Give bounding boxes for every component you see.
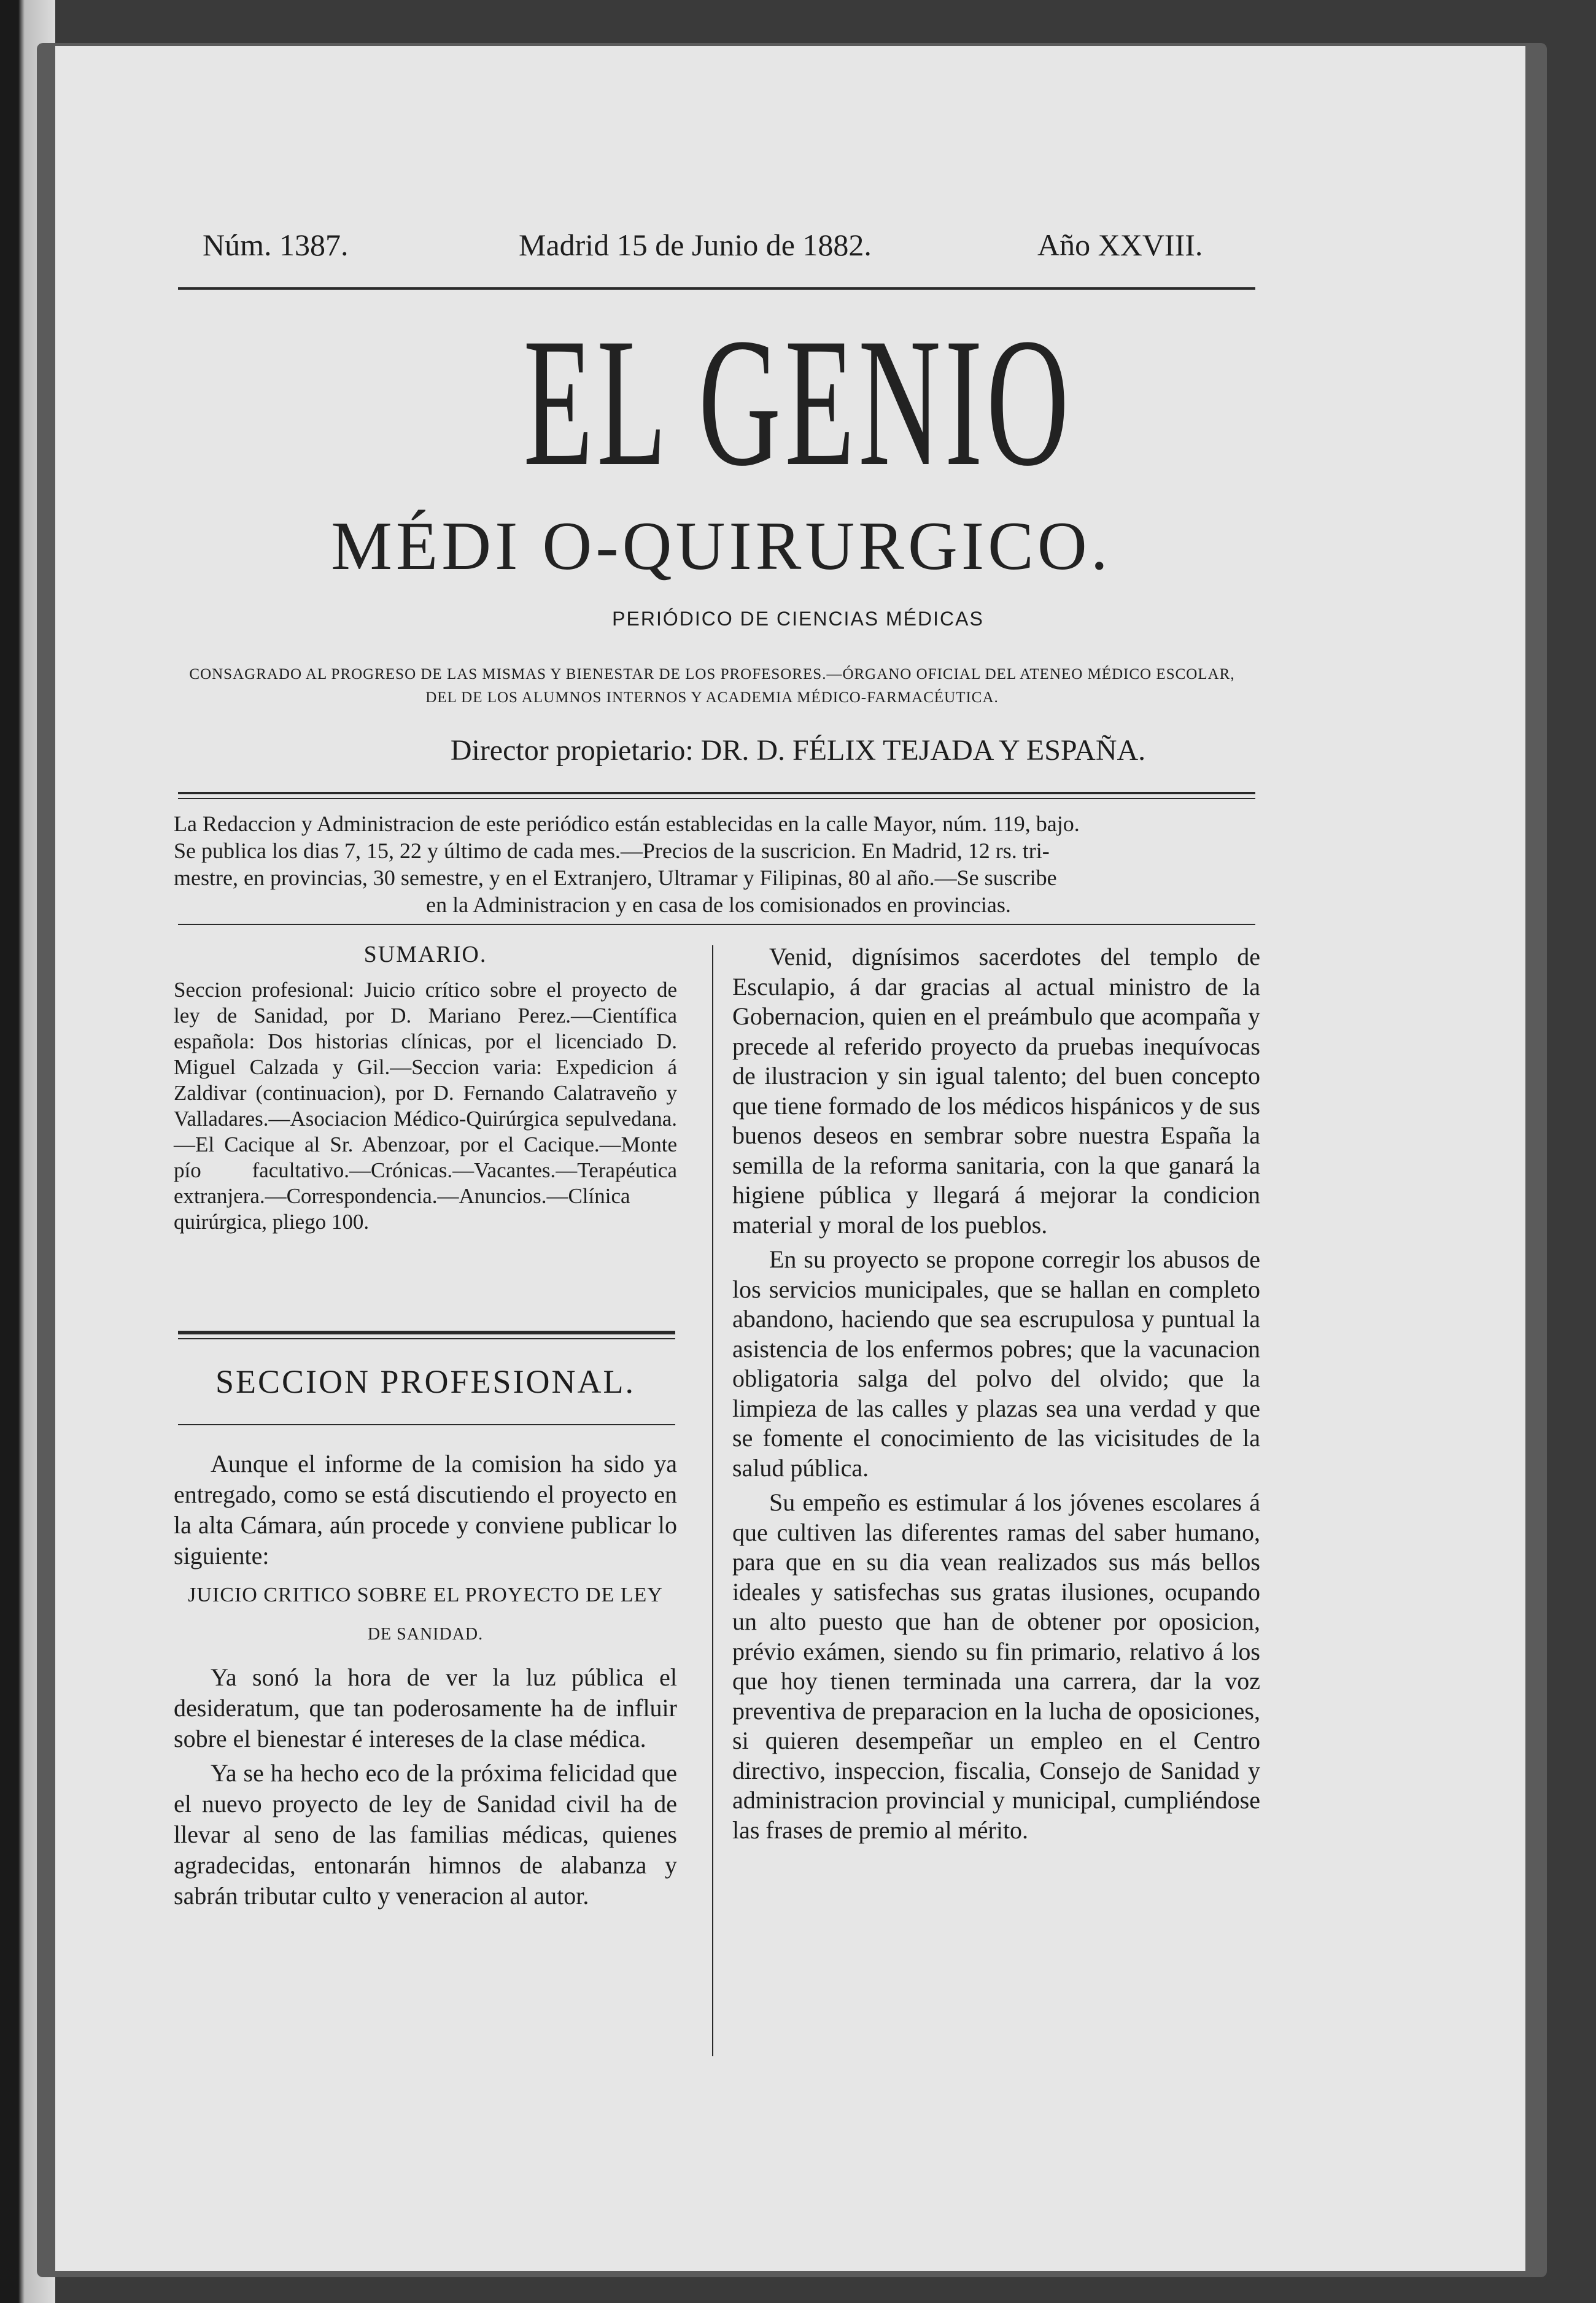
sumario-text: Seccion profesional: Juicio crítico sobre el proyecto de ley de Sanidad, por D. Mariano Perez.—Científica española: Dos historias clínicas, por el licenciado D. Miguel Calzada y Gil.—Seccion varia: Expedicion á Zaldivar (continuacion), por D. Fernando Calatraveño y Valladares.—Asociacion Médico-Quirúrgica sepulvedana.—El Cacique al Sr. Abenzoar, por el Cacique.—Monte pío facultativo.—Crónicas.—Vacantes.—Terapéutica extranjera.—Correspondencia.—Anuncios.—Clínica quirúrgica, pliego 100.: [174, 978, 677, 1234]
sumario-block: [174, 939, 677, 1235]
article-left-column: [174, 1449, 677, 1911]
article-right-column: [732, 942, 1260, 1845]
sumario-title: SUMARIO.: [363, 942, 487, 967]
masthead-subtitle: MÉDI O-QUIRURGICO.: [331, 508, 1112, 584]
issue-number: Núm. 1387.: [203, 228, 349, 262]
article-paragraph: Aunque el informe de la comision ha sido ya entregado, como se está discutiendo el proyecto en la alta Cámara, aún procede y conviene publicar lo siguiente:: [174, 1450, 677, 1570]
section-rule: [178, 924, 1255, 925]
issue-date: Madrid 15 de Junio de 1882.: [519, 228, 872, 262]
sumario-rule-thin: [178, 1338, 675, 1339]
subscription-line: Se publica los dias 7, 15, 22 y último de cada mes.—Precios de la suscricion. En Madrid, 12 rs. tri-: [174, 838, 1050, 863]
column-divider: [712, 945, 713, 2056]
sumario-rule-thick: [178, 1331, 675, 1334]
masthead-rule-top: [178, 792, 1255, 794]
article-paragraph: Ya sonó la hora de ver la luz pública el desideratum, que tan poderosamente ha de influir sobre el bienestar é intereses de la clase médica.: [174, 1663, 677, 1752]
section-title: SECCION PROFESIONAL.: [215, 1363, 636, 1400]
issue-year: Año XXVIII.: [1037, 228, 1203, 262]
header-rule: [178, 287, 1255, 290]
masthead-dedication: CONSAGRADO AL PROGRESO DE LAS MISMAS Y BIENESTAR DE LOS PROFESORES.—ÓRGANO OFICIAL DEL ATENEO MÉDICO ESCOLAR, DEL DE LOS ALUMNOS INTERNOS Y ACADEMIA MÉDICO-FARMACÉUTICA.: [189, 666, 1235, 706]
subscription-line: en la Administracion y en casa de los comisionados en provincias.: [426, 892, 1011, 917]
masthead-title: EL GENIO: [523, 300, 1073, 504]
article-paragraph: Su empeño es estimular á los jóvenes escolares á que cultiven las diferentes ramas del saber humano, para que en su dia vean realizados sus más bellos ideales y satisfechas sus gratas ilusiones, ocupando un alto puesto que han de obtener por oposicion, prévio exámen, siendo su fin primario, relativo á los que hoy tienen terminada una carrera, dar la voz preventiva de preparacion en la lucha de oposiciones, si quieren desempeñar un empleo en el Centro directivo, inspeccion, fiscalia, Consejo de Sanidad y administracion provincial y municipal, cumpliéndose las frases de premio al mérito.: [732, 1488, 1260, 1844]
article-paragraph: En su proyecto se propone corregir los abusos de los servicios municipales, que se hallan en completo abandono, haciendo que sea escrupulosa y puntual la asistencia de los enfermos pobres; que la vacunacion obligatoria salga del polvo del olvido; que la limpieza de las calles y plazas sea una verdad y que se fomente el conocimiento de las vicisitudes de la salud pública.: [732, 1245, 1260, 1482]
article-heading-sub: DE SANIDAD.: [367, 1625, 484, 1644]
article-heading: JUICIO CRITICO SOBRE EL PROYECTO DE LEY: [188, 1584, 663, 1606]
article-paragraph: Venid, dignísimos sacerdotes del templo de Esculapio, á dar gracias al actual ministro de la Gobernacion, quien en el preámbulo que acompaña y precede al referido proyecto da pruebas inequívocas de ilustracion y sin igual talento; del buen concepto que tiene formado de los médicos hispánicos y de sus buenos deseos en sembrar sobre nuestra España la semilla de la reforma sanitaria, con la que ganará la higiene pública y llegará á mejorar la condicion material y moral de los pueblos.: [732, 943, 1260, 1239]
masthead-rule-bottom: [178, 798, 1255, 799]
masthead-director: Director propietario: DR. D. FÉLIX TEJADA Y ESPAÑA.: [450, 734, 1146, 767]
subscription-line: mestre, en provincias, 30 semestre, y en el Extranjero, Ultramar y Filipinas, 80 al año.—Se suscribe: [174, 865, 1057, 890]
section-title-rule: [178, 1424, 675, 1425]
subscription-info: [174, 810, 1263, 918]
subscription-line: La Redaccion y Administracion de este periódico están establecidas en la calle Mayor, núm. 119, bajo.: [174, 811, 1080, 836]
masthead-tagline: PERIÓDICO DE CIENCIAS MÉDICAS: [612, 608, 984, 630]
article-paragraph: Ya se ha hecho eco de la próxima felicidad que el nuevo proyecto de ley de Sanidad civil ha de llevar al seno de las familias médicas, quienes agradecidas, entonarán himnos de alabanza y sabrán tributar culto y veneracion al autor.: [174, 1759, 677, 1910]
